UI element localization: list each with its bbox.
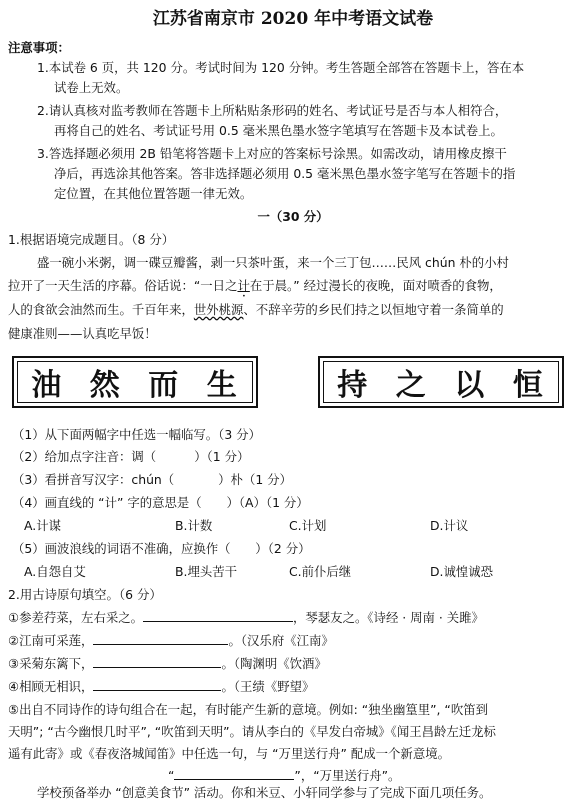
notice-item-1-line2: 试卷上无效。 [54,80,129,95]
q1-sub2: （2）给加点字注音：调（ ）（1 分） [12,449,250,464]
q1-passage-line4: 健康准则——认真吃早饭！ [8,326,157,341]
notice-item-3-line1: 3.答选择题必须用 2B 铅笔将答题卡上对应的答案标号涂黑。如需改动，请用橡皮擦干 [37,146,507,161]
calligraphy-box-1-inner [17,361,253,403]
q2-line2: ②江南可采莲， 。（汉乐府《江南》 [8,633,334,648]
q1-sub4-option-d[interactable]: D.计议 [430,518,469,533]
calligraphy-char: 而 [148,368,181,403]
q1-sub5: （5）画波浪线的词语不准确，应换作（ ）（2 分） [12,541,311,556]
q1-sub5-option-c[interactable]: C.前仆后继 [289,564,352,579]
fill-blank[interactable] [93,654,221,668]
q1-sub4-option-c[interactable]: C.计划 [289,518,327,533]
calligraphy-char: 持 [337,368,370,403]
calligraphy-box-1 [12,356,258,408]
q2-line7: 遥有此寄》或《春夜洛城闻笛》中任选一句，与 “万里送行舟” 配成一个新意境。 [8,746,450,761]
task-intro: 学校预备举办 “创意美食节” 活动。你和米豆、小轩同学参与了完成下面几项任务。 [37,785,492,800]
calligraphy-char: 恒 [512,368,545,403]
calligraphy-char: 以 [454,368,487,403]
wavy-word: 世外桃源 [193,302,244,317]
q1-sub4: （4）画直线的 “计” 字的意思是（ ）（A）（1 分） [12,495,309,510]
q1-sub4-option-b[interactable]: B.计数 [175,518,213,533]
q1-sub5-option-d[interactable]: D.诚惶诚恐 [430,564,494,579]
calligraphy-char: 之 [395,368,428,403]
q1-passage-line1: 盛一碗小米粥，调一碟豆瓣酱，剥一只茶叶蛋，来一个三丁包……民风 chún 朴的小村 [37,255,509,270]
q1-sub4-option-a[interactable]: A.计谋 [24,518,61,533]
calligraphy-char: 油 [31,368,64,403]
notice-item-2-line1: 2.请认真核对监考教师在答题卡上所粘贴条形码的姓名、考试证号是否与本人相符合， [37,103,508,118]
q1-sub3: （3）看拼音写汉字：chún（ ）朴（1 分） [12,472,292,487]
calligraphy-char: 生 [206,368,239,403]
q2-line6: 天明”; “古今幽恨几时平”, “吹笛到天明”。请从李白的《早发白帝城》《闻王昌龄左迁龙标 [8,724,496,739]
calligraphy-box-2-inner [323,361,559,403]
fill-blank[interactable] [93,631,228,645]
fill-blank[interactable] [93,677,221,691]
q2-stem: 2.用古诗原句填空。（6 分） [8,587,162,602]
notice-item-3-line3: 定位置，在其他位置答题一律无效。 [54,186,253,201]
fill-blank[interactable] [143,608,293,622]
q2-line5: ⑤出自不同诗作的诗句组合在一起，有时能产生新的意境。例如: “独坐幽篁里”, “吹笛到 [8,702,489,717]
q1-passage-line2: 拉开了一天生活的序幕。俗话说：“一日之计在于晨。” 经过漫长的夜晚，面对喷香的食物， [8,278,502,293]
q1-sub5-option-a[interactable]: A.自怨自艾 [24,564,86,579]
page-title: 江苏省南京市 2020 年中考语文试卷 [152,9,434,29]
q1-sub5-option-b[interactable]: B.埋头苦干 [175,564,238,579]
fill-blank[interactable] [174,766,294,780]
section-one-heading: 一（30 分） [257,209,329,224]
q2-line4: ④相顾无相识， 。（王绩《野望》 [8,679,315,694]
dotted-char-ji: 计 [237,278,250,293]
notice-item-1-line1: 1.本试卷 6 页，共 120 分。考试时间为 120 分钟。考生答题全部答在答题卡上，答在本 [37,60,525,75]
q1-passage-line3: 人的食欲会油然而生。千百年来，世外桃源、不辞辛劳的乡民们持之以恒地守着一条简单的 [8,302,504,317]
notice-heading: 注意事项： [8,40,70,55]
q2-line1: ①参差荇菜，左右采之。 ，琴瑟友之。《诗经 · 周南 · 关雎》 [8,610,484,625]
q2-line3: ③采菊东篱下， 。（陶渊明《饮酒》 [8,656,327,671]
notice-item-3-line2: 净后，再选涂其他答案。答非选择题必须用 0.5 毫米黑色墨水签字笔写在答题卡的指 [54,166,516,181]
q2-line8: “ ”，“万里送行舟”。 [168,768,401,783]
q1-stem: 1.根据语境完成题目。（8 分） [8,232,175,247]
notice-item-2-line2: 再将自己的姓名、考试证号用 0.5 毫米黑色墨水签字笔填写在答题卡及本试卷上。 [54,123,503,138]
calligraphy-char: 然 [89,368,122,403]
q1-sub1: （1）从下面两幅字中任选一幅临写。（3 分） [12,427,261,442]
calligraphy-box-2 [318,356,564,408]
